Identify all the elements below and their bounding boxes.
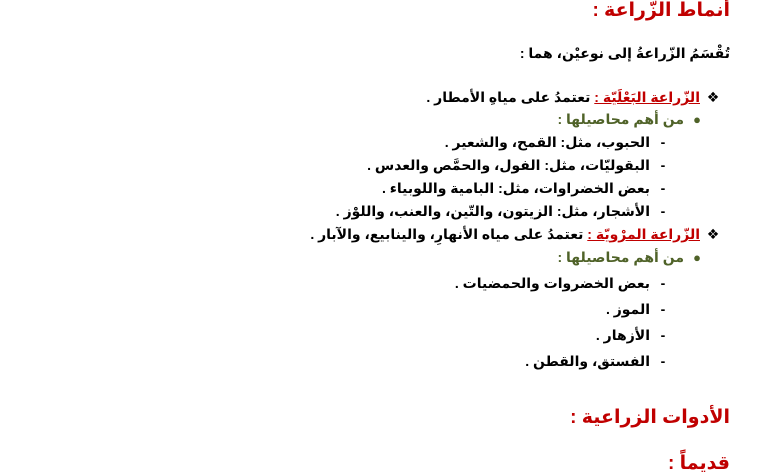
dash-icon: - [660, 327, 666, 343]
bullet-icon: ● [693, 250, 701, 265]
irrigated-crop-item [606, 300, 670, 318]
intro-text: تُقْسَمُ الزّراعةُ إلى نوعيْن، هما : [519, 45, 730, 61]
heading-agricultural-tools: الأدوات الزراعية : [570, 407, 730, 428]
irrigated-item [310, 225, 720, 243]
rainfed-desc: تعتمدُ على مياهِ الأمطار . [426, 89, 591, 105]
dash-icon: - [660, 157, 666, 173]
irrigated-crop-text: بعض الخضروات والحمضيات . [454, 275, 650, 291]
rainfed-crop-item [382, 179, 670, 197]
irrigated-crop-item [596, 326, 670, 344]
rainfed-crop-text: الحبوب، مثل: القمح، والشعير . [444, 134, 650, 150]
irrigated-crop-text: الفستق، والقطن . [525, 353, 650, 369]
irrigated-desc: تعتمدُ على مياه الأنهارِ، والينابيع، والآبار . [310, 226, 584, 242]
irrigated-crops-label-text: من أهم محاصيلها : [557, 249, 684, 265]
bullet-icon: ● [693, 112, 701, 127]
rainfed-item [426, 88, 720, 106]
diamond-bullet-icon: ❖ [706, 89, 720, 105]
rainfed-crops-label-text: من أهم محاصيلها : [557, 111, 684, 127]
dash-icon: - [660, 180, 666, 196]
rainfed-title: الزّراعة البَعْلَيّة : [594, 89, 700, 105]
heading-agriculture-types: أنماط الزّراعة : [592, 0, 730, 21]
dash-icon: - [660, 301, 666, 317]
irrigated-crops-label [557, 248, 704, 267]
irrigated-crop-text: الأزهار . [595, 327, 650, 343]
irrigated-title: الزّراعة المرْويّة : [587, 226, 700, 242]
rainfed-crop-text: الأشجار، مثل: الزيتون، والتّين، والعنب، واللوْز . [335, 203, 650, 219]
rainfed-crops-label [557, 110, 704, 129]
rainfed-crop-item [336, 202, 670, 220]
heading-in-the-past: قديماً : [667, 453, 730, 474]
irrigated-crop-text: الموز . [605, 301, 650, 317]
dash-icon: - [660, 203, 666, 219]
irrigated-crop-item [525, 352, 670, 370]
rainfed-crop-text: البقوليّات، مثل: الفول، والحمَّص والعدس . [367, 157, 650, 173]
rainfed-crop-text: بعض الخضراوات، مثل: البامية واللوبياء . [381, 180, 650, 196]
rainfed-crop-item [367, 156, 670, 174]
diamond-bullet-icon: ❖ [706, 226, 720, 242]
irrigated-crop-item [455, 274, 670, 292]
rainfed-crop-item [445, 133, 670, 151]
dash-icon: - [660, 353, 666, 369]
dash-icon: - [660, 134, 666, 150]
dash-icon: - [660, 275, 666, 291]
